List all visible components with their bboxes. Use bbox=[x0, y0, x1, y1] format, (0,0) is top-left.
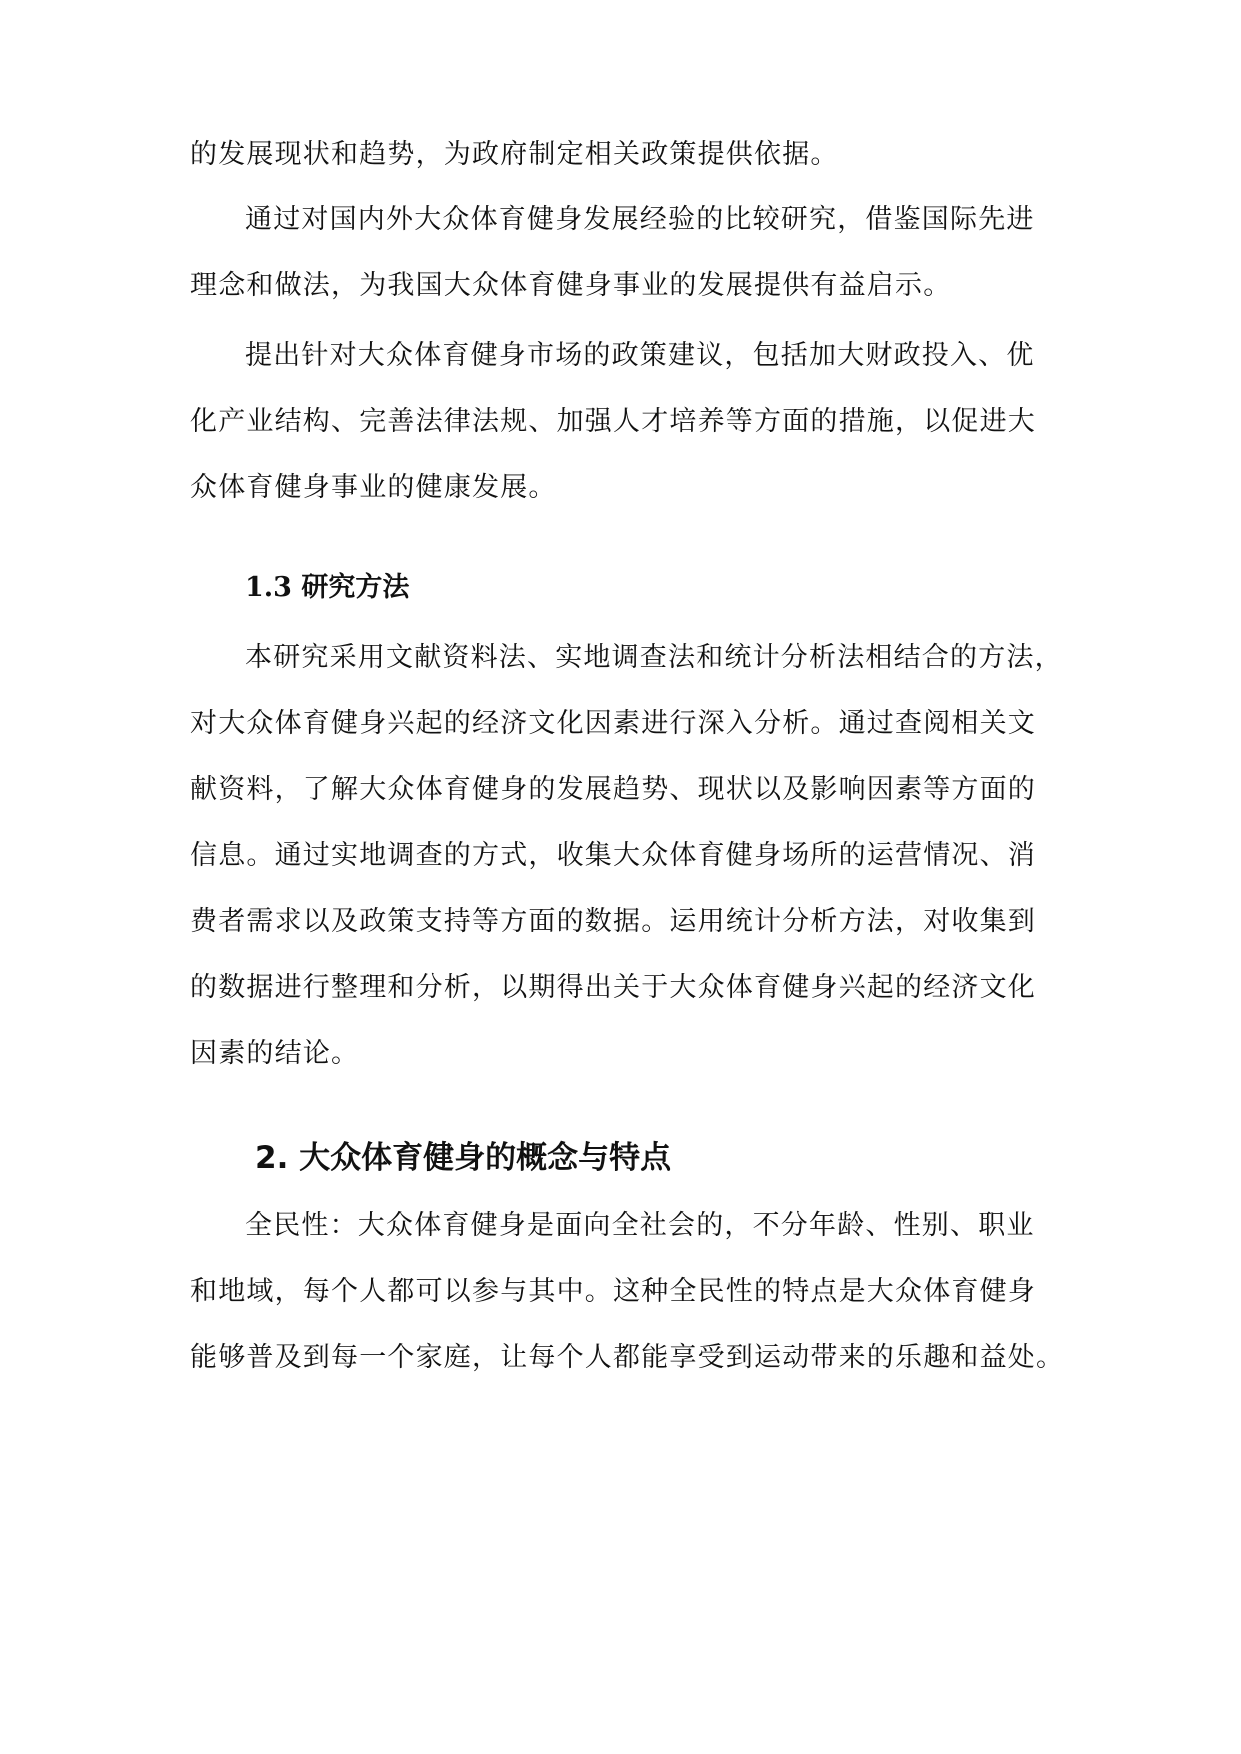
paragraph-line: 和地域，每个人都可以参与其中。这种全民性的特点是大众体育健身 bbox=[190, 1276, 1036, 1307]
paragraph-line: 通过对国内外大众体育健身发展经验的比较研究，借鉴国际先进 bbox=[245, 204, 1035, 235]
paragraph-line: 的发展现状和趋势，为政府制定相关政策提供依据。 bbox=[190, 139, 839, 170]
section-heading-1-3: 1.3 研究方法 bbox=[245, 572, 410, 603]
paragraph-line: 化产业结构、完善法律法规、加强人才培养等方面的措施，以促进大 bbox=[190, 406, 1036, 437]
paragraph-line: 献资料，了解大众体育健身的发展趋势、现状以及影响因素等方面的 bbox=[190, 774, 1036, 805]
paragraph-line: 费者需求以及政策支持等方面的数据。运用统计分析方法，对收集到 bbox=[190, 906, 1036, 937]
paragraph-line: 的数据进行整理和分析，以期得出关于大众体育健身兴起的经济文化 bbox=[190, 972, 1036, 1003]
paragraph-line: 理念和做法，为我国大众体育健身事业的发展提供有益启示。 bbox=[190, 270, 952, 301]
paragraph-line: 信息。通过实地调查的方式，收集大众体育健身场所的运营情况、消 bbox=[190, 840, 1036, 871]
paragraph-line: 因素的结论。 bbox=[190, 1038, 360, 1069]
paragraph-line: 提出针对大众体育健身市场的政策建议，包括加大财政投入、优 bbox=[245, 340, 1035, 371]
section-heading-2: 2. 大众体育健身的概念与特点 bbox=[255, 1140, 672, 1176]
paragraph-line: 众体育健身事业的健康发展。 bbox=[190, 472, 557, 503]
paragraph-line: 全民性：大众体育健身是面向全社会的，不分年龄、性别、职业 bbox=[245, 1210, 1035, 1241]
paragraph-line: 能够普及到每一个家庭，让每个人都能享受到运动带来的乐趣和益处。 bbox=[190, 1342, 1065, 1373]
paragraph-line: 对大众体育健身兴起的经济文化因素进行深入分析。通过查阅相关文 bbox=[190, 708, 1036, 739]
paragraph-line: 本研究采用文献资料法、实地调查法和统计分析法相结合的方法， bbox=[245, 642, 1063, 673]
